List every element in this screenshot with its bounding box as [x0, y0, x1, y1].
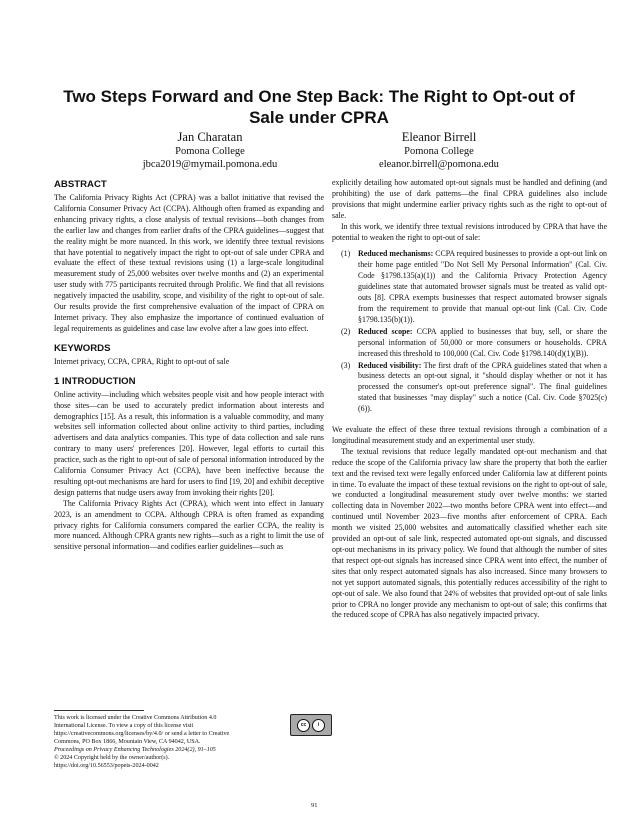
- abstract-text: The California Privacy Rights Act (CPRA) was a ballot initiative that revised the California Consumer Privacy Act (CCPA). Although often framed as expanding and enhancing privacy rights, a close analysis of textual revisions—both changes from the earlier law and changes from earlier drafts of the CPRA guidelines—suggest that the reality might be more nuanced. In this work, we identify three textual revisions that have potential to negatively impact the right to opt-out of sale under CPRA and evaluate the effect of these textual revisions using (1) a large-scale longitudinal measurement study of 25,000 websites over twelve months and (2) an experimental user study with 775 participants recruited through Prolific. We find that all revisions negatively impacted the usability, scope, and visibility of the right to opt-out of sale. Our results provide the first comprehensive evaluation of the impact of CPRA on Internet privacy. They also emphasize the importance of continued evaluation of legal requirements as guidelines and case law evolve after a law goes into effect.: [54, 193, 324, 333]
- license-footer: [54, 710, 320, 770]
- abstract-heading: ABSTRACT: [54, 179, 107, 190]
- list-item: [332, 361, 607, 416]
- author-email[interactable]: eleanor.birrell@pomona.edu: [379, 159, 499, 170]
- list-number: (3): [341, 360, 351, 370]
- author-affiliation: Pomona College: [175, 146, 245, 157]
- paper-title: Two Steps Forward and One Step Back: The Right to Opt-out of Sale under CPRA: [63, 87, 575, 127]
- list-item-title: Reduced visibility:: [358, 360, 422, 370]
- list-item-title: Reduced mechanisms:: [358, 249, 434, 259]
- list-item-title: Reduced scope:: [358, 326, 413, 336]
- keywords-text: Internet privacy, CCPA, CPRA, Right to opt-out of sale: [54, 356, 230, 366]
- list-item-text: CCPA applied to businesses that buy, sell, or share the personal information of 50,000 or more consumers or households. CPRA increased this threshold to 100,000 (Cal. Civ. Code §1798.140(d)(1)(B)).: [358, 326, 607, 358]
- footnote-rule: [54, 710, 144, 711]
- right-paragraph-1: explicitly detailing how automated opt-out signals must be handled and defining (and prohibiting) the use of dark patterns—the final CPRA guidelines also include provisions that might undermine earlier privacy rights such as the right to opt-out of sale.: [332, 178, 607, 220]
- license-text: This work is licensed under the Creative Commons Attribution 4.0 International License. To view a copy of this license visit https://creativecommons.org/licenses/by/4.0/ or send a letter to Creative Commons, PO Box 1866, Mountain View, CA 94042, USA.: [54, 715, 230, 745]
- list-item-text: CCPA required businesses to provide a opt-out link on their home page entitled "Do Not Sell My Personal Information" (Cal. Civ. Code §1798.135(a)(1)) and the California Privacy Protection Agency guidelines state that automated browser signals must be treated as valid opt-outs [8]. CPRA exempts businesses that respect automated browser signals from the requirement to provide that manual opt-out link (Cal. Civ. Code §1798.135(b)(1)).: [358, 249, 607, 324]
- list-number: (2): [341, 326, 351, 336]
- list-number: (1): [341, 249, 351, 259]
- right-paragraph-2: In this work, we identify three textual revisions introduced by CPRA that have the potential to weaken the right to opt-out of sale:: [332, 221, 607, 242]
- right-column: [332, 178, 607, 621]
- list-item-text: The first draft of the CPRA guidelines stated that when a business detects an opt-out signal, it "should display whether or not it has processed the consumer's opt-out preference signal". The final guidelines stated that businesses "may display" such a notice (Cal. Civ. Code §7025(c)(6)).: [358, 360, 607, 414]
- right-paragraph-4: The textual revisions that reduce legally mandated opt-out mechanism and that reduce the scope of the California privacy law share the property that both the earlier text and the revised text were legally enforced under California law at different points in time. To evaluate the impact of these textual revisions on the right to opt-out of sale, we conducted a longitudinal measurement study over twelve months: we started collecting data in November 2022—two months before CPRA went into effect—and continued until November 2023—five months after enforcement of CPRA. Each month we visited 25,000 websites and automatically classified whether each site provided an opt-out of sale link, respected automated opt-out signals, and discussed opt-out mechanisms in its privacy policy. We found that although the number of sites that respect opt-out signals has increased since CPRA went into effect, the number of sites that only respect automated signals has also increased. Since many browsers to not yet support automated signals, this potentially reduces accessibility of the right to opt-out of sale. We also found that 24% of websites that provided opt-out of sale links prior to CPRA no longer provide any mechanism to opt-out of sale; this confirms that the reduced scope of CPRA has also negatively impacted privacy.: [332, 446, 607, 620]
- list-item: [332, 327, 607, 360]
- keywords-heading: KEYWORDS: [54, 342, 111, 354]
- creative-commons-badge-icon[interactable]: [290, 714, 332, 736]
- revision-list: [332, 249, 607, 415]
- author-affiliation: Pomona College: [404, 146, 474, 157]
- author-name: Eleanor Birrell: [401, 130, 477, 144]
- attribution-icon: i: [312, 719, 325, 732]
- left-column: [54, 178, 324, 553]
- author-email[interactable]: jbca2019@mymail.pomona.edu: [142, 159, 278, 170]
- cc-icon: cc: [297, 719, 310, 732]
- proceedings-text: Proceedings on Privacy Enhancing Technologies 2024(2), 91–105: [54, 747, 216, 753]
- author-block-2: [319, 130, 559, 171]
- introduction-heading: 1 INTRODUCTION: [54, 375, 136, 387]
- list-item: [332, 249, 607, 325]
- page-number: 91: [311, 802, 318, 809]
- copyright-text: © 2024 Copyright held by the owner/author(s).: [54, 755, 170, 761]
- doi-link[interactable]: https://doi.org/10.56553/popets-2024-0042: [54, 763, 159, 769]
- intro-paragraph-1: Online activity—including which websites people visit and how people interact with those sites—can be used to accurately predict information about interests and demographics [15]. As a result, this information is a valuable commodity, and many websites sell information collected about online activity to third parties, including advertisers and data analytics companies. This type of data collection and sale runs contrary to many users' preferences [20]. However, legal efforts to curtail this practice, such as the right to opt-out of sale of personal information introduced by the California Consumer Privacy Act (CCPA), have been ineffective because the resulting opt-out mechanisms are hard for users to find [19, 20] and exhibit deceptive design patterns that nudge users away from invoking their rights [20].: [54, 389, 324, 497]
- author-name: Jan Charatan: [177, 130, 243, 144]
- author-block-1: [90, 130, 330, 171]
- intro-paragraph-2: The California Privacy Rights Act (CPRA), which went into effect in January 2023, is an amendment to CCPA. Although CPRA is often framed as expanding privacy rights for California consumers compared the earlier CCPA, the reality is more nuanced. Although CPRA grants new rights—such as a right to limit the use of sensitive personal information—and codifies earlier guidelines—such as: [54, 498, 324, 552]
- right-paragraph-3: We evaluate the effect of these three textual revisions through a combination of a longitudinal measurement study and an experimental user study.: [332, 425, 607, 445]
